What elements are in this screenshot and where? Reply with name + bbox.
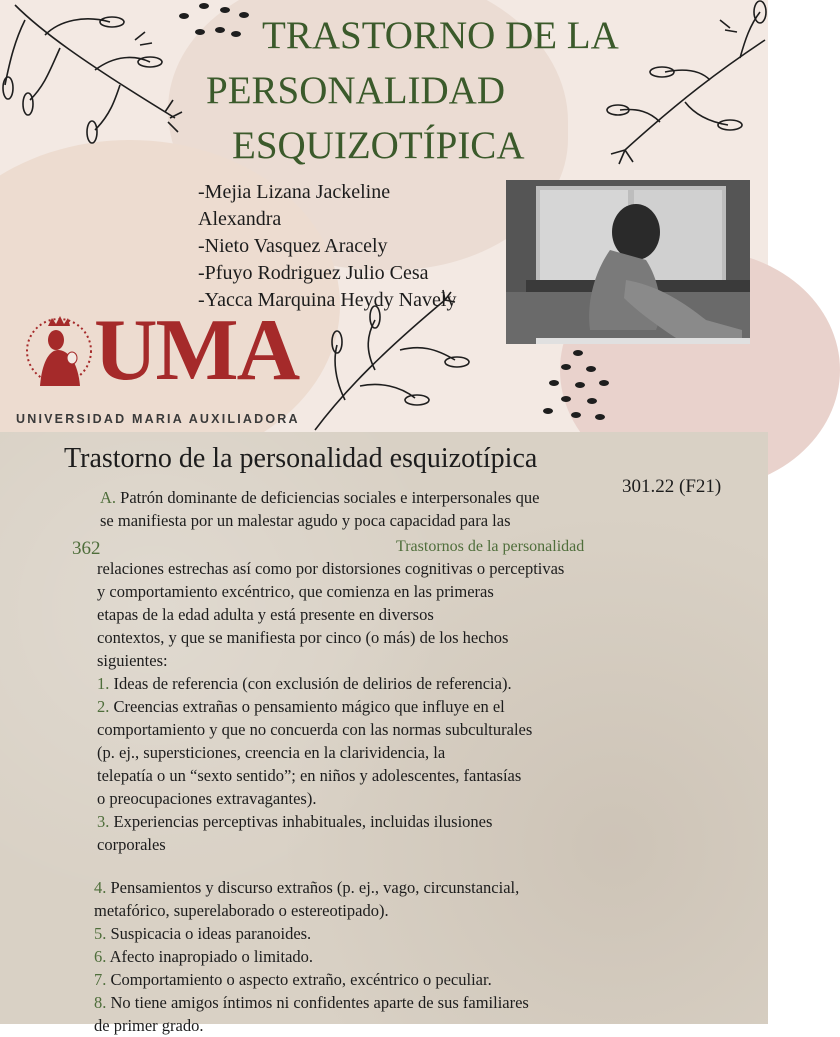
item-number: 8.	[94, 993, 107, 1012]
item-text: o preocupaciones extravagantes).	[97, 789, 317, 808]
madonna-seal-icon	[24, 306, 94, 396]
item-text: Afecto inapropiado o limitado.	[109, 947, 314, 966]
botanical-branch-icon	[0, 0, 190, 150]
author-line: -Pfuyo Rodriguez Julio Cesa	[198, 262, 429, 284]
cover-title-line: PERSONALIDAD	[206, 69, 506, 112]
item-number: 4.	[94, 878, 107, 897]
author-list	[198, 179, 456, 314]
running-header: Trastornos de la personalidad	[396, 538, 585, 555]
item-text: (p. ej., supersticiones, creencia en la clarividencia, la	[97, 743, 446, 762]
list-item	[97, 672, 564, 695]
body-line: etapas de la edad adulta y está presente en diversos	[97, 605, 434, 624]
page-number: 362	[72, 538, 101, 559]
list-item	[94, 945, 529, 968]
criterion-label: A.	[100, 488, 117, 507]
botanical-branch-icon	[600, 0, 768, 175]
criteria-list-continued	[94, 876, 529, 1037]
cover-slide	[0, 0, 768, 432]
item-number: 1.	[97, 674, 110, 693]
body-line: contextos, y que se manifiesta por cinco (o más) de los hechos	[97, 628, 509, 647]
item-text: Pensamientos y discurso extraños (p. ej., vago, circunstancial,	[110, 878, 520, 897]
criterion-a	[100, 486, 539, 532]
logo-wordmark: UMA	[94, 302, 299, 399]
body-line: relaciones estrechas así como por distorsiones cognitivas o perceptivas	[97, 559, 565, 578]
item-number: 7.	[94, 970, 107, 989]
person-by-window-image	[506, 180, 750, 344]
item-text: telepatía o un “sexto sentido”; en niños y adolescentes, fantasías	[97, 766, 522, 785]
item-number: 2.	[97, 697, 110, 716]
cover-title-line: ESQUIZOTÍPICA	[232, 124, 525, 167]
list-item	[94, 876, 529, 922]
item-number: 6.	[94, 947, 107, 966]
item-text: corporales	[97, 835, 166, 854]
cover-photo	[506, 180, 750, 344]
criteria-page	[0, 432, 768, 1035]
item-text: Experiencias perceptivas inhabituales, incluidas ilusiones	[113, 812, 493, 831]
page-title: Trastorno de la personalidad esquizotípica	[64, 443, 538, 474]
author-line: -Mejia Lizana Jackeline	[198, 181, 391, 203]
item-number: 5.	[94, 924, 107, 943]
item-text: metafórico, superelaborado o estereotipado).	[94, 901, 389, 920]
item-text: Creencias extrañas o pensamiento mágico que influye en el	[113, 697, 505, 716]
item-text: Suspicacia o ideas paranoides.	[110, 924, 312, 943]
author-line: -Nieto Vasquez Aracely	[198, 235, 388, 257]
item-text: de primer grado.	[94, 1016, 204, 1035]
item-text: comportamiento y que no concuerda con las normas subculturales	[97, 720, 533, 739]
decorative-dots-icon	[536, 345, 626, 430]
item-number: 3.	[97, 812, 110, 831]
list-item	[97, 810, 564, 856]
item-text: Ideas de referencia (con exclusión de delirios de referencia).	[113, 674, 512, 693]
criterion-text-line: se manifiesta por un malestar agudo y poca capacidad para las	[100, 511, 511, 530]
logo-subtitle: UNIVERSIDAD MARIA AUXILIADORA	[16, 412, 300, 426]
author-line: -Yacca Marquina Heydy Navely	[198, 289, 457, 311]
list-item	[94, 922, 529, 945]
list-item	[94, 968, 529, 991]
list-item	[97, 695, 564, 810]
criterion-text-line: Patrón dominante de deficiencias sociales e interpersonales que	[120, 488, 540, 507]
item-text: No tiene amigos íntimos ni confidentes aparte de sus familiares	[110, 993, 529, 1012]
author-line: Alexandra	[198, 208, 282, 230]
university-logo	[16, 298, 300, 433]
body-line: y comportamiento excéntrico, que comienza en las primeras	[97, 582, 494, 601]
cover-title-line: TRASTORNO DE LA	[262, 14, 619, 57]
body-line: siguientes:	[97, 651, 168, 670]
list-item	[94, 991, 529, 1037]
criteria-body	[97, 557, 564, 856]
item-text: Comportamiento o aspecto extraño, excéntrico o peculiar.	[110, 970, 492, 989]
diagnostic-code: 301.22 (F21)	[622, 476, 722, 497]
